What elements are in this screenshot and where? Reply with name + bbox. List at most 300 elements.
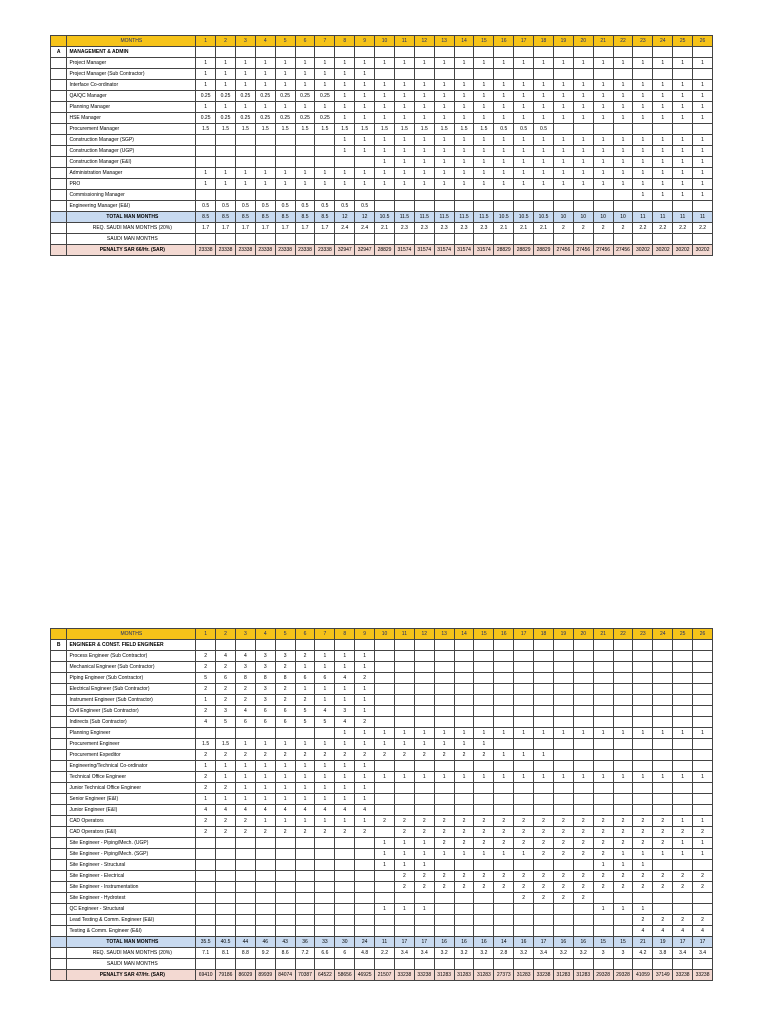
month-value bbox=[394, 662, 414, 673]
month-value bbox=[653, 904, 673, 915]
empty-cell bbox=[414, 640, 434, 651]
month-value: 1 bbox=[653, 80, 673, 91]
month-value bbox=[394, 893, 414, 904]
header-blank-cell bbox=[51, 36, 67, 47]
month-value: 1 bbox=[434, 80, 454, 91]
month-value: 1.5 bbox=[454, 124, 474, 135]
month-value bbox=[653, 69, 673, 80]
row-index-blank bbox=[51, 91, 67, 102]
month-value: 6 bbox=[235, 717, 255, 728]
month-value bbox=[593, 69, 613, 80]
month-value: 2 bbox=[474, 838, 494, 849]
month-value bbox=[235, 915, 255, 926]
month-value bbox=[693, 794, 713, 805]
month-value bbox=[434, 805, 454, 816]
month-value bbox=[613, 124, 633, 135]
month-number: 11 bbox=[394, 629, 414, 640]
month-value: 1 bbox=[494, 728, 514, 739]
summary-value: 11 bbox=[375, 937, 395, 948]
empty-cell bbox=[434, 640, 454, 651]
position-label: QC Engineer - Structural bbox=[67, 904, 196, 915]
summary-value: 3.8 bbox=[653, 948, 673, 959]
month-value: 2 bbox=[553, 882, 573, 893]
summary-value: 19 bbox=[653, 937, 673, 948]
month-value: 1 bbox=[633, 146, 653, 157]
month-value: 1.5 bbox=[216, 124, 236, 135]
month-number: 10 bbox=[375, 629, 395, 640]
table-row bbox=[51, 168, 713, 179]
month-value: 0.25 bbox=[196, 113, 216, 124]
month-value bbox=[454, 695, 474, 706]
month-value: 1 bbox=[534, 146, 554, 157]
month-value: 2 bbox=[514, 816, 534, 827]
month-value bbox=[216, 135, 236, 146]
row-index-blank bbox=[51, 179, 67, 190]
month-value: 1 bbox=[335, 662, 355, 673]
month-number: 3 bbox=[235, 629, 255, 640]
month-value: 0.5 bbox=[295, 201, 315, 212]
month-value: 2 bbox=[593, 882, 613, 893]
month-value bbox=[295, 926, 315, 937]
month-number: 18 bbox=[534, 36, 554, 47]
month-value: 1 bbox=[454, 168, 474, 179]
summary-value: 15 bbox=[593, 937, 613, 948]
month-value bbox=[553, 860, 573, 871]
empty-cell bbox=[673, 47, 693, 58]
month-value: 1 bbox=[255, 794, 275, 805]
month-value: 1 bbox=[414, 904, 434, 915]
month-value bbox=[315, 926, 335, 937]
month-value: 1 bbox=[553, 179, 573, 190]
month-value bbox=[474, 673, 494, 684]
month-value bbox=[474, 783, 494, 794]
month-value bbox=[573, 783, 593, 794]
month-value bbox=[196, 190, 216, 201]
summary-value: 10 bbox=[573, 212, 593, 223]
month-value: 1 bbox=[355, 706, 375, 717]
month-value: 1 bbox=[534, 157, 554, 168]
summary-value bbox=[613, 234, 633, 245]
month-value bbox=[216, 849, 236, 860]
month-value: 0.5 bbox=[534, 124, 554, 135]
month-value bbox=[375, 827, 395, 838]
month-value: 0.5 bbox=[275, 201, 295, 212]
month-value bbox=[593, 695, 613, 706]
month-value bbox=[474, 794, 494, 805]
month-value bbox=[534, 190, 554, 201]
summary-value: 3.2 bbox=[474, 948, 494, 959]
month-value bbox=[573, 926, 593, 937]
month-value: 1 bbox=[295, 662, 315, 673]
month-value bbox=[196, 904, 216, 915]
month-value: 1 bbox=[355, 113, 375, 124]
position-label: Project Manager (Sub Contractor) bbox=[67, 69, 196, 80]
month-value bbox=[613, 750, 633, 761]
summary-value: 15 bbox=[613, 937, 633, 948]
month-value: 1 bbox=[553, 772, 573, 783]
summary-value: 1.7 bbox=[196, 223, 216, 234]
month-value: 2 bbox=[653, 915, 673, 926]
month-value: 0.25 bbox=[315, 113, 335, 124]
month-value bbox=[593, 739, 613, 750]
month-value: 4 bbox=[235, 706, 255, 717]
month-value: 1 bbox=[593, 904, 613, 915]
month-value: 1 bbox=[394, 102, 414, 113]
month-value: 0.5 bbox=[235, 201, 255, 212]
month-value bbox=[414, 717, 434, 728]
month-number: 19 bbox=[553, 629, 573, 640]
month-value bbox=[494, 717, 514, 728]
month-value: 1.5 bbox=[235, 124, 255, 135]
month-value: 1 bbox=[573, 179, 593, 190]
month-value bbox=[593, 201, 613, 212]
month-value bbox=[613, 805, 633, 816]
month-value: 1 bbox=[514, 849, 534, 860]
summary-value: 4.8 bbox=[355, 948, 375, 959]
month-value: 3 bbox=[335, 706, 355, 717]
month-value bbox=[494, 860, 514, 871]
summary-value: 2.1 bbox=[534, 223, 554, 234]
month-value bbox=[693, 201, 713, 212]
month-value: 2 bbox=[474, 750, 494, 761]
empty-cell bbox=[375, 47, 395, 58]
month-value: 2 bbox=[474, 816, 494, 827]
month-value bbox=[335, 882, 355, 893]
month-value: 1 bbox=[434, 728, 454, 739]
month-value: 2 bbox=[355, 717, 375, 728]
summary-value: 69410 bbox=[196, 970, 216, 981]
month-value bbox=[573, 651, 593, 662]
table-row bbox=[51, 673, 713, 684]
month-value: 1 bbox=[275, 816, 295, 827]
month-value bbox=[534, 684, 554, 695]
month-value: 1 bbox=[394, 80, 414, 91]
summary-value bbox=[514, 959, 534, 970]
month-value: 1 bbox=[335, 80, 355, 91]
month-value: 1.5 bbox=[315, 124, 335, 135]
month-value bbox=[454, 860, 474, 871]
empty-cell bbox=[494, 640, 514, 651]
month-value: 6 bbox=[315, 673, 335, 684]
month-value: 1 bbox=[335, 91, 355, 102]
summary-value: 3.4 bbox=[693, 948, 713, 959]
summary-value: 2.3 bbox=[454, 223, 474, 234]
month-value: 2 bbox=[633, 838, 653, 849]
month-value: 1 bbox=[394, 58, 414, 69]
month-value: 2 bbox=[434, 827, 454, 838]
month-value bbox=[593, 673, 613, 684]
summary-value: 3 bbox=[613, 948, 633, 959]
month-value: 1 bbox=[534, 750, 554, 761]
month-value bbox=[494, 805, 514, 816]
month-value bbox=[553, 190, 573, 201]
row-index-blank bbox=[51, 805, 67, 816]
month-value bbox=[553, 805, 573, 816]
month-value bbox=[196, 849, 216, 860]
position-label: CAD Operators bbox=[67, 816, 196, 827]
month-value: 2 bbox=[414, 882, 434, 893]
month-value bbox=[394, 794, 414, 805]
penalty-row bbox=[51, 245, 713, 256]
summary-value: 28829 bbox=[534, 245, 554, 256]
month-value: 2 bbox=[414, 750, 434, 761]
month-value: 1 bbox=[196, 168, 216, 179]
summary-value: 31283 bbox=[514, 970, 534, 981]
month-value: 1 bbox=[335, 684, 355, 695]
month-value bbox=[593, 893, 613, 904]
month-value bbox=[216, 728, 236, 739]
summary-value bbox=[633, 234, 653, 245]
month-value: 2 bbox=[593, 871, 613, 882]
month-value bbox=[593, 926, 613, 937]
month-value bbox=[534, 805, 554, 816]
month-value bbox=[593, 124, 613, 135]
month-value: 1 bbox=[673, 113, 693, 124]
month-number: 25 bbox=[673, 629, 693, 640]
month-value bbox=[315, 190, 335, 201]
month-value bbox=[216, 882, 236, 893]
month-value: 1.5 bbox=[255, 124, 275, 135]
month-value: 1.5 bbox=[394, 124, 414, 135]
month-value: 1 bbox=[474, 168, 494, 179]
summary-value: 3.2 bbox=[454, 948, 474, 959]
table-row bbox=[51, 827, 713, 838]
month-value bbox=[216, 915, 236, 926]
month-value: 1 bbox=[613, 58, 633, 69]
month-value bbox=[553, 717, 573, 728]
month-value bbox=[335, 190, 355, 201]
summary-value: 64522 bbox=[315, 970, 335, 981]
month-value: 1 bbox=[255, 168, 275, 179]
month-number: 7 bbox=[315, 629, 335, 640]
month-number: 3 bbox=[235, 36, 255, 47]
month-number: 17 bbox=[514, 36, 534, 47]
month-value: 0.5 bbox=[355, 201, 375, 212]
month-value bbox=[216, 838, 236, 849]
month-number: 12 bbox=[414, 36, 434, 47]
month-value: 1 bbox=[394, 168, 414, 179]
month-value: 1 bbox=[633, 157, 653, 168]
summary-value bbox=[196, 959, 216, 970]
month-value bbox=[693, 651, 713, 662]
summary-label: TOTAL MAN MONTHS bbox=[67, 212, 196, 223]
total-man-months-row bbox=[51, 212, 713, 223]
table-row bbox=[51, 816, 713, 827]
month-value: 1 bbox=[315, 772, 335, 783]
month-value bbox=[315, 871, 335, 882]
month-value bbox=[553, 69, 573, 80]
table-row bbox=[51, 893, 713, 904]
summary-value bbox=[295, 234, 315, 245]
empty-cell bbox=[196, 47, 216, 58]
month-value bbox=[534, 915, 554, 926]
month-value bbox=[275, 838, 295, 849]
empty-cell bbox=[255, 47, 275, 58]
summary-value bbox=[534, 234, 554, 245]
month-value bbox=[375, 783, 395, 794]
month-value: 1 bbox=[434, 91, 454, 102]
summary-value bbox=[335, 234, 355, 245]
month-value bbox=[494, 926, 514, 937]
month-value bbox=[235, 190, 255, 201]
summary-value: 14 bbox=[494, 937, 514, 948]
position-label: Lead Testing & Comm. Engineer (E&I) bbox=[67, 915, 196, 926]
month-value: 0.5 bbox=[216, 201, 236, 212]
month-value: 2 bbox=[633, 871, 653, 882]
month-value: 4 bbox=[335, 805, 355, 816]
row-index-blank bbox=[51, 827, 67, 838]
month-value: 4 bbox=[255, 805, 275, 816]
month-value: 1 bbox=[653, 102, 673, 113]
summary-value: 31283 bbox=[573, 970, 593, 981]
month-value: 1 bbox=[414, 849, 434, 860]
month-value: 1 bbox=[573, 168, 593, 179]
month-value bbox=[235, 728, 255, 739]
summary-value: 11.5 bbox=[434, 212, 454, 223]
month-value: 0.25 bbox=[275, 113, 295, 124]
month-value: 1.5 bbox=[196, 739, 216, 750]
row-index-blank bbox=[51, 783, 67, 794]
month-value: 2 bbox=[394, 827, 414, 838]
month-value: 1 bbox=[216, 58, 236, 69]
month-value: 1 bbox=[633, 168, 653, 179]
month-value bbox=[434, 904, 454, 915]
summary-value bbox=[573, 234, 593, 245]
month-value: 5 bbox=[216, 717, 236, 728]
summary-value: 10 bbox=[593, 212, 613, 223]
month-value: 2 bbox=[414, 816, 434, 827]
summary-value: 33238 bbox=[394, 970, 414, 981]
month-value: 1 bbox=[693, 80, 713, 91]
summary-value bbox=[593, 234, 613, 245]
month-value bbox=[593, 717, 613, 728]
month-value: 1 bbox=[235, 772, 255, 783]
month-value bbox=[414, 673, 434, 684]
month-value: 1 bbox=[653, 91, 673, 102]
position-label: Site Engineer - Instrumentation bbox=[67, 882, 196, 893]
month-number: 13 bbox=[434, 36, 454, 47]
row-index-blank bbox=[51, 695, 67, 706]
month-value: 4 bbox=[295, 805, 315, 816]
summary-value: 21 bbox=[633, 937, 653, 948]
month-number: 7 bbox=[315, 36, 335, 47]
month-value: 2 bbox=[275, 827, 295, 838]
month-value: 1 bbox=[633, 135, 653, 146]
month-value bbox=[514, 706, 534, 717]
month-value bbox=[633, 651, 653, 662]
month-value bbox=[553, 794, 573, 805]
summary-value: 17 bbox=[394, 937, 414, 948]
month-value: 1 bbox=[633, 102, 653, 113]
summary-blank bbox=[51, 970, 67, 981]
month-value bbox=[514, 684, 534, 695]
month-number: 18 bbox=[534, 629, 554, 640]
month-value bbox=[553, 706, 573, 717]
month-value bbox=[434, 662, 454, 673]
month-value: 1 bbox=[375, 146, 395, 157]
month-value: 1 bbox=[673, 190, 693, 201]
month-value: 1 bbox=[494, 146, 514, 157]
month-value bbox=[315, 882, 335, 893]
month-value bbox=[375, 706, 395, 717]
month-value: 4 bbox=[673, 926, 693, 937]
table-row bbox=[51, 69, 713, 80]
summary-value: 17 bbox=[534, 937, 554, 948]
month-value: 3 bbox=[216, 706, 236, 717]
month-value bbox=[474, 717, 494, 728]
table-row bbox=[51, 882, 713, 893]
empty-cell bbox=[275, 640, 295, 651]
month-value: 1 bbox=[315, 58, 335, 69]
empty-cell bbox=[235, 47, 255, 58]
month-value: 1 bbox=[335, 168, 355, 179]
month-value: 2 bbox=[394, 816, 414, 827]
month-value: 1 bbox=[414, 80, 434, 91]
month-value: 2 bbox=[693, 882, 713, 893]
section-code: A bbox=[51, 47, 67, 58]
row-index-blank bbox=[51, 684, 67, 695]
month-value: 2 bbox=[196, 750, 216, 761]
summary-value bbox=[394, 234, 414, 245]
summary-value: 2.1 bbox=[514, 223, 534, 234]
summary-value: 10.5 bbox=[494, 212, 514, 223]
summary-value: 1.7 bbox=[216, 223, 236, 234]
month-value: 1 bbox=[394, 904, 414, 915]
month-value bbox=[673, 739, 693, 750]
month-value: 1 bbox=[673, 168, 693, 179]
month-value bbox=[275, 915, 295, 926]
month-value: 2 bbox=[494, 882, 514, 893]
month-number: 4 bbox=[255, 629, 275, 640]
month-value bbox=[534, 794, 554, 805]
row-index-blank bbox=[51, 871, 67, 882]
month-value: 1 bbox=[255, 80, 275, 91]
summary-value bbox=[315, 959, 335, 970]
month-value: 1 bbox=[514, 135, 534, 146]
month-value bbox=[514, 673, 534, 684]
month-value: 1 bbox=[613, 904, 633, 915]
month-value: 1 bbox=[196, 58, 216, 69]
month-value: 1 bbox=[196, 695, 216, 706]
month-value: 1 bbox=[355, 728, 375, 739]
month-value: 1 bbox=[394, 860, 414, 871]
month-value: 1 bbox=[335, 69, 355, 80]
position-label: Engineering Manager (E&I) bbox=[67, 201, 196, 212]
month-value: 5 bbox=[295, 717, 315, 728]
summary-value: 8.5 bbox=[196, 212, 216, 223]
month-value bbox=[255, 146, 275, 157]
month-value: 1 bbox=[235, 168, 255, 179]
summary-value: 2.2 bbox=[653, 223, 673, 234]
month-value: 1 bbox=[315, 816, 335, 827]
month-value bbox=[553, 684, 573, 695]
summary-value: 23338 bbox=[315, 245, 335, 256]
month-value bbox=[235, 926, 255, 937]
position-label: Construction Manager (E&I) bbox=[67, 157, 196, 168]
month-number: 15 bbox=[474, 629, 494, 640]
month-value bbox=[235, 904, 255, 915]
month-value bbox=[613, 739, 633, 750]
month-value bbox=[633, 69, 653, 80]
month-value: 2 bbox=[534, 882, 554, 893]
month-value: 1 bbox=[394, 157, 414, 168]
month-value bbox=[693, 695, 713, 706]
month-number: 11 bbox=[394, 36, 414, 47]
month-value: 1 bbox=[593, 58, 613, 69]
month-value: 1 bbox=[693, 157, 713, 168]
empty-cell bbox=[693, 640, 713, 651]
month-value bbox=[613, 69, 633, 80]
